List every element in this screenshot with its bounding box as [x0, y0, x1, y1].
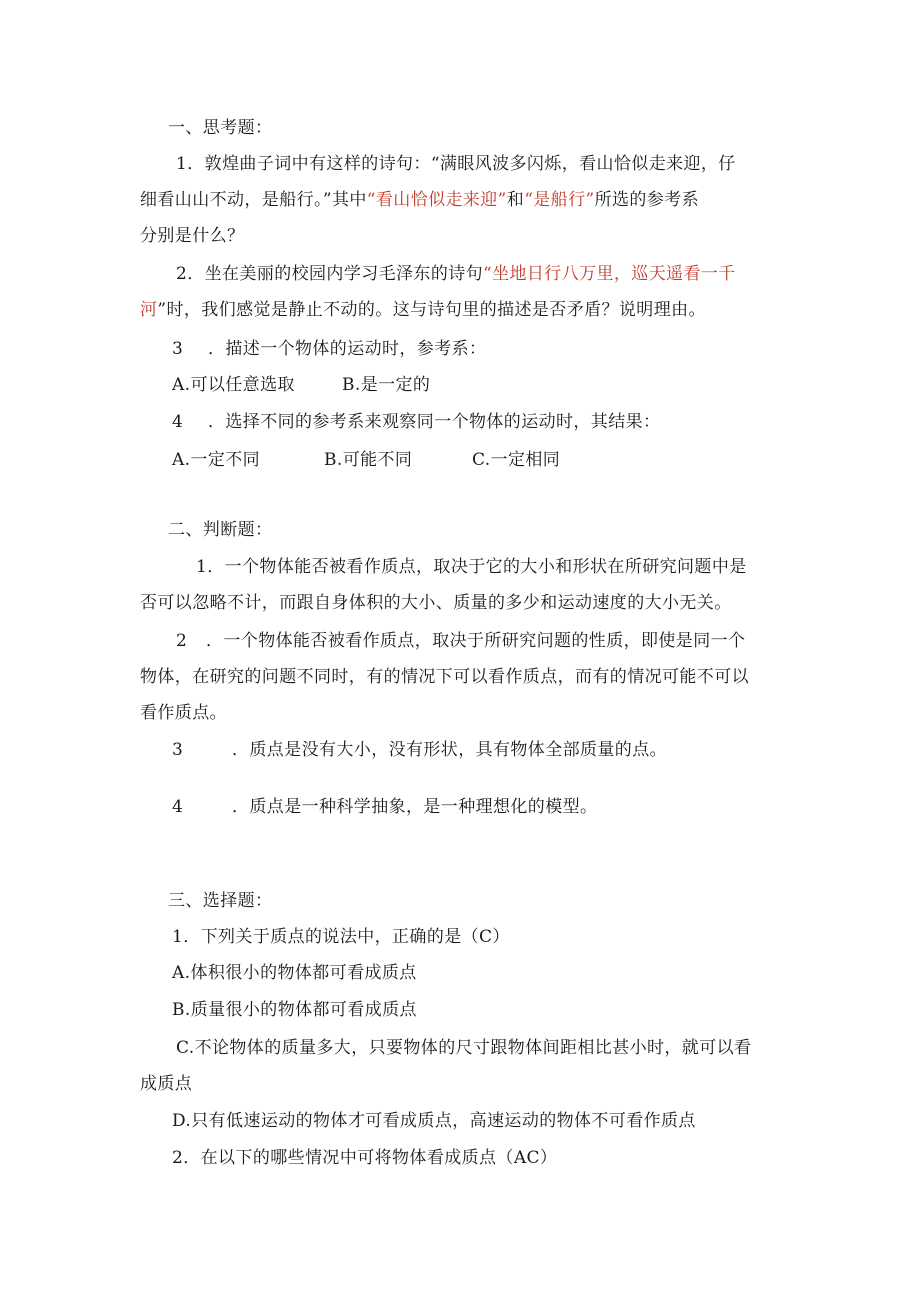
section-3-heading: 三、选择题： [168, 891, 273, 911]
s1-q2-quote: “坐地日行八万里，巡天遥看一千 [483, 264, 736, 284]
s1-q4-options [172, 448, 560, 472]
s3-q1-option-c-line1: C.不论物体的质量多大，只要物体的尺寸跟物体间距相比甚小时，就可以看 [176, 1038, 752, 1058]
s1-q4-option-b: B.可能不同 [324, 450, 413, 470]
s1-q4-option-a: A.一定不同 [172, 450, 261, 470]
s1-q2-quote-end: 河 [140, 300, 158, 320]
s2-q1-line2: 否可以忽略不计，而跟自身体积的大小、质量的多少和运动速度的大小无关。 [140, 593, 732, 613]
s2-q3 [172, 738, 667, 762]
s1-q3 [172, 337, 486, 361]
s1-q3-options [172, 373, 430, 397]
s1-q3-option-b: B.是一定的 [342, 375, 431, 395]
s1-q1-line3: 分别是什么？ [140, 226, 245, 246]
s1-q4-text: ．选择不同的参考系来观察同一个物体的运动时，其结果： [208, 412, 661, 432]
s1-q1-line2-a: 细看山山不动，是船行。”其中 [140, 190, 367, 210]
s2-q2-num: 2 [176, 631, 188, 651]
s3-q2-stem: 2．在以下的哪些情况中可将物体看成质点（AC） [172, 1148, 558, 1168]
s2-q1-line1: 1．一个物体能否被看作质点，取决于它的大小和形状在所研究问题中是 [196, 557, 747, 577]
s2-q2-text: ．一个物体能否被看作质点，取决于所研究问题的性质，即使是同一个 [206, 631, 746, 651]
s1-q2-line1-a: 2．坐在美丽的校园内学习毛泽东的诗句 [176, 264, 484, 284]
s3-q1-option-b: B.质量很小的物体都可看成质点 [172, 1000, 417, 1020]
s1-q2-line2-b: ”时，我们感觉是静止不动的。这与诗句里的描述是否矛盾？说明理由。 [157, 300, 706, 320]
s1-q1-line2-c: 所选的参考系 [594, 190, 699, 210]
s3-q1-option-a: A.体积很小的物体都可看成质点 [172, 963, 417, 983]
s1-q3-num: 3 [172, 339, 184, 359]
s2-q2-line3: 看作质点。 [140, 703, 227, 723]
s1-q3-text: ．描述一个物体的运动时，参考系： [208, 339, 487, 359]
s3-q1-option-d: D.只有低速运动的物体才可看成质点，高速运动的物体不可看作质点 [172, 1111, 696, 1131]
s1-q3-option-a: A.可以任意选取 [172, 375, 295, 395]
s1-q4-num: 4 [172, 412, 184, 432]
s1-q4-option-c: C.一定相同 [472, 450, 561, 470]
s2-q2-line1 [176, 629, 745, 653]
s2-q2-line2: 物体，在研究的问题不同时，有的情况下可以看作质点，而有的情况可能不可以 [140, 667, 749, 687]
section-1-heading: 一、思考题： [168, 118, 273, 138]
s2-q4 [172, 795, 597, 819]
s3-q1-option-c-line2: 成质点 [140, 1074, 193, 1094]
s1-q1-quote-1: “看山恰似走来迎” [366, 190, 507, 210]
s2-q3-text: ．质点是没有大小，没有形状，具有物体全部质量的点。 [232, 740, 667, 760]
s1-q1-line2 [140, 188, 699, 212]
s1-q2-line1 [176, 262, 736, 286]
s2-q4-num: 4 [172, 797, 184, 817]
s1-q1-line1: 1．敦煌曲子词中有这样的诗句：“满眼风波多闪烁，看山恰似走来迎，仔 [176, 154, 736, 174]
s3-q1-stem: 1．下列关于质点的说法中，正确的是（C） [172, 927, 510, 947]
s1-q4 [172, 410, 660, 434]
s1-q1-quote-2: “是船行” [524, 190, 595, 210]
s2-q4-text: ．质点是一种科学抽象，是一种理想化的模型。 [232, 797, 598, 817]
s1-q1-line2-b: 和 [506, 190, 525, 210]
section-2-heading: 二、判断题： [168, 520, 273, 540]
s2-q3-num: 3 [172, 740, 184, 760]
s1-q2-line2 [140, 298, 706, 322]
